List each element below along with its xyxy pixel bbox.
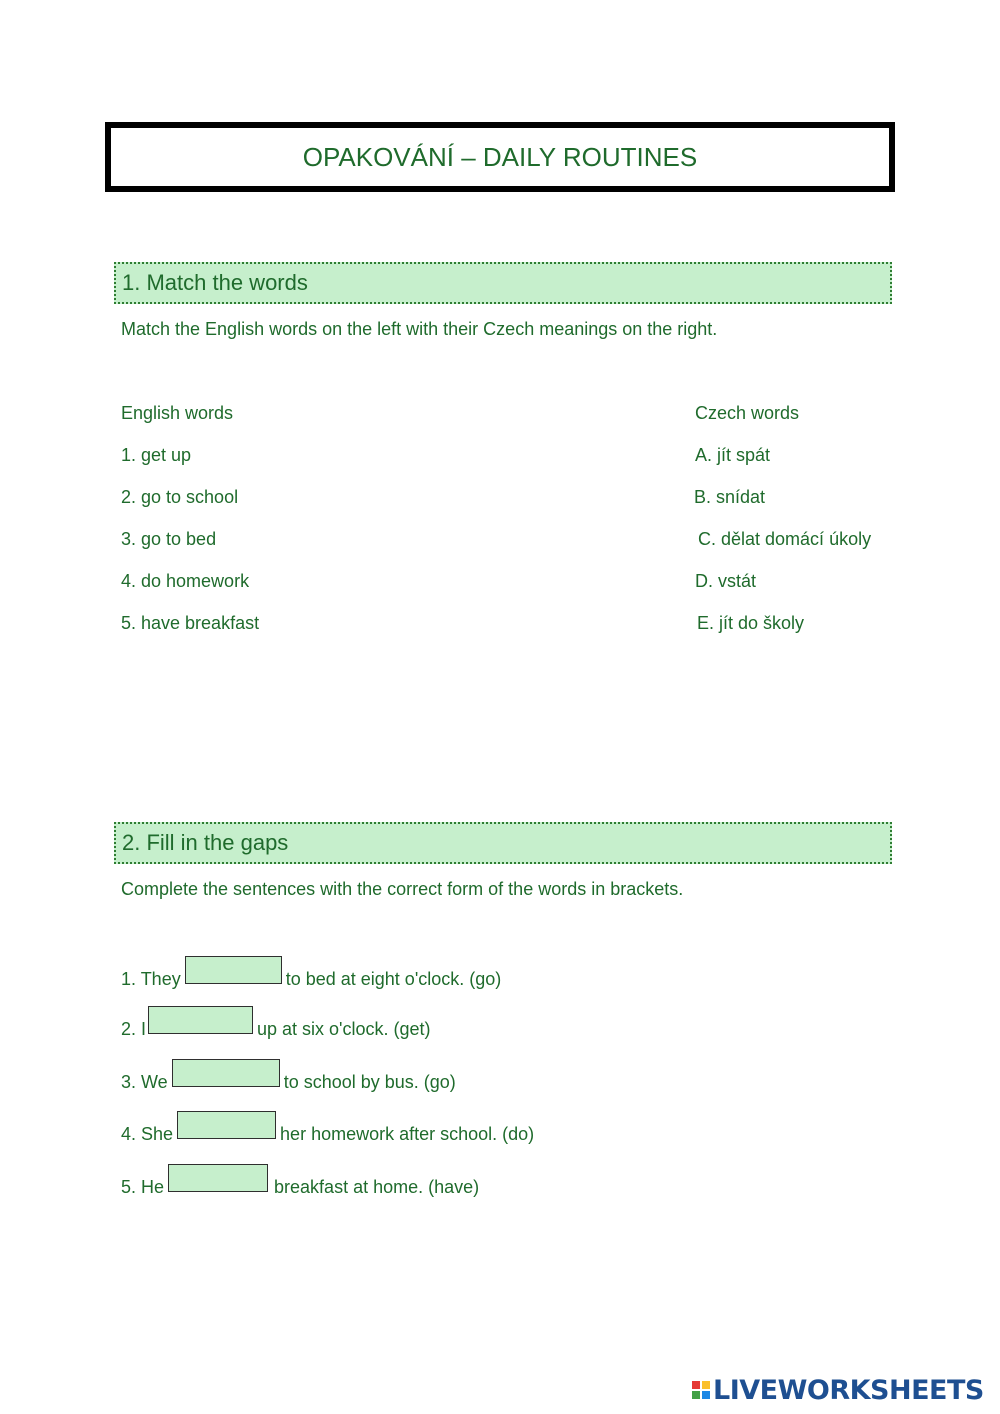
czech-words-heading: Czech words	[695, 403, 800, 423]
english-word-1[interactable]: 1. get up	[121, 445, 192, 465]
liveworksheets-logo[interactable]	[692, 1374, 984, 1406]
sentence-4-start: 4. She	[121, 1124, 174, 1144]
gap-input-5[interactable]	[168, 1164, 268, 1192]
english-word-3[interactable]: 3. go to bed	[121, 529, 217, 549]
logo-square-blue	[702, 1391, 710, 1399]
logo-square-green	[692, 1391, 700, 1399]
logo-mark-icon	[692, 1381, 710, 1399]
sentence-1-start: 1. They	[121, 969, 181, 989]
sentence-5-start: 5. He	[121, 1177, 165, 1197]
gap-sentence-3	[121, 1065, 456, 1093]
czech-word-e[interactable]: E. jít do školy	[697, 613, 805, 633]
gap-sentence-2	[121, 1012, 431, 1040]
english-word-4[interactable]: 4. do homework	[121, 571, 250, 591]
section-1-header: 1. Match the words	[114, 262, 892, 304]
gap-sentence-1	[121, 962, 501, 990]
sentence-5-end: breakfast at home. (have)	[274, 1177, 480, 1197]
sentence-3-start: 3. We	[121, 1072, 168, 1092]
sentence-2-start: 2. I	[121, 1019, 147, 1039]
gap-input-3[interactable]	[172, 1059, 280, 1087]
english-words-heading: English words	[121, 403, 234, 423]
worksheet-title: OPAKOVÁNÍ – DAILY ROUTINES	[105, 122, 895, 192]
czech-word-a[interactable]: A. jít spát	[695, 445, 771, 465]
gap-sentence-4	[121, 1117, 534, 1145]
sentence-4-end: her homework after school. (do)	[280, 1124, 535, 1144]
logo-square-red	[692, 1381, 700, 1389]
sentence-1-end: to bed at eight o'clock. (go)	[285, 969, 502, 989]
gap-input-2[interactable]	[148, 1006, 253, 1034]
gap-sentence-5	[121, 1170, 479, 1198]
logo-text: LIVEWORKSHEETS	[713, 1374, 984, 1406]
section-2-header: 2. Fill in the gaps	[114, 822, 892, 864]
section-2-instruction: Complete the sentences with the correct form of the words in brackets.	[121, 879, 684, 899]
english-word-5[interactable]: 5. have breakfast	[121, 613, 260, 633]
sentence-2-end: up at six o'clock. (get)	[257, 1019, 431, 1039]
section-1-instruction: Match the English words on the left with their Czech meanings on the right.	[121, 319, 718, 339]
gap-input-1[interactable]	[185, 956, 282, 984]
logo-square-yellow	[702, 1381, 710, 1389]
gap-input-4[interactable]	[177, 1111, 276, 1139]
sentence-3-end: to school by bus. (go)	[283, 1072, 456, 1092]
czech-word-d[interactable]: D. vstát	[695, 571, 757, 591]
czech-word-c[interactable]: C. dělat domácí úkoly	[698, 529, 872, 549]
czech-word-b[interactable]: B. snídat	[694, 487, 766, 507]
english-word-2[interactable]: 2. go to school	[121, 487, 239, 507]
